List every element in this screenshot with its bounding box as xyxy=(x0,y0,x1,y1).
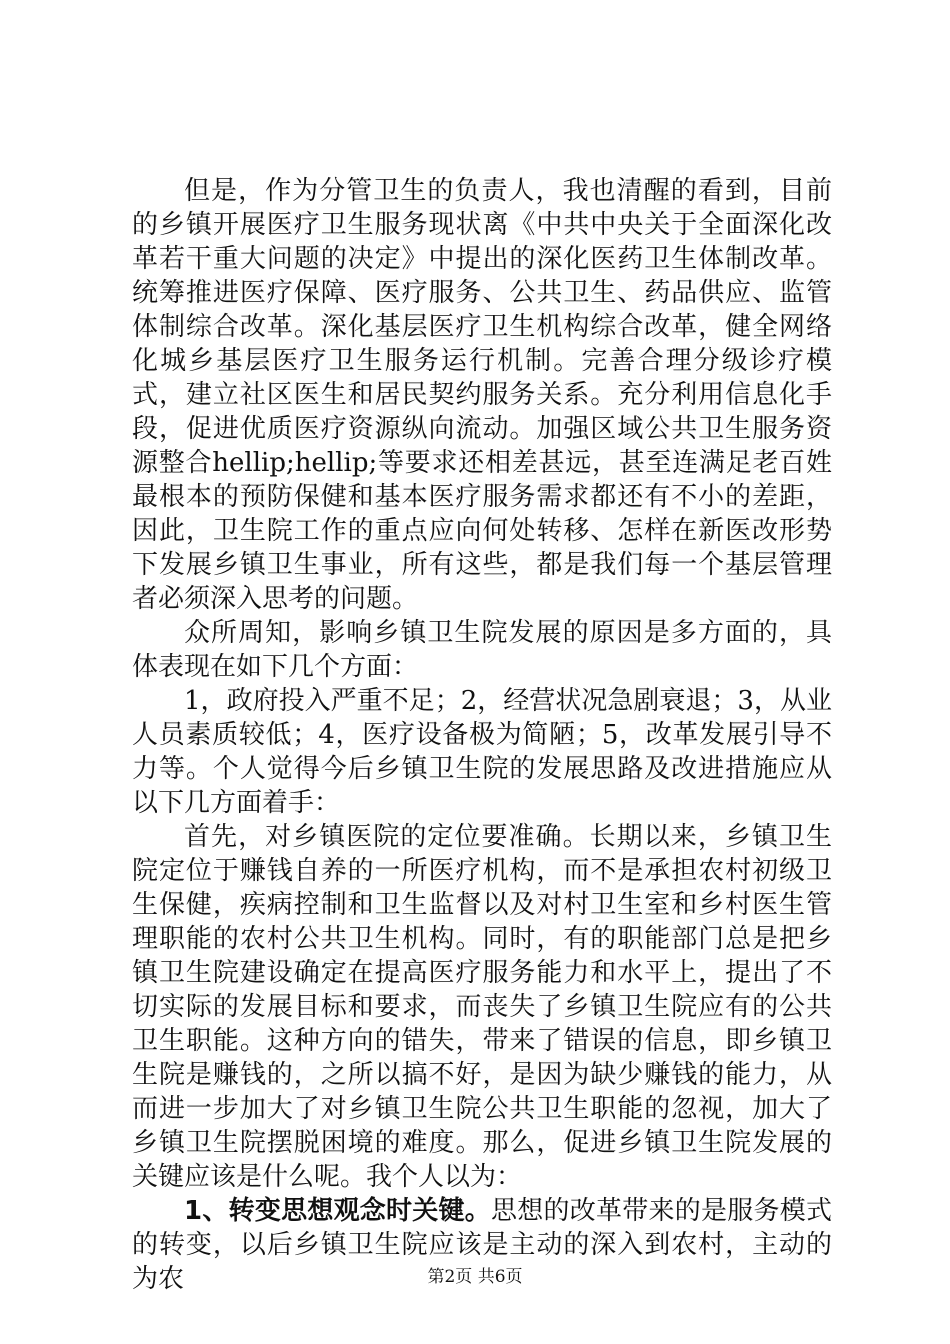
paragraph-text: 众所周知，影响乡镇卫生院发展的原因是多方面的，具体表现在如下几个方面： xyxy=(132,618,832,682)
paragraph-text: 首先，对乡镇医院的定位要准确。长期以来，乡镇卫生院定位于赚钱自养的一所医疗机构，而不是承担农村初级卫生保健，疾病控制和卫生监督以及对村卫生室和乡村医生管理职能的农村公共卫生机构。同时，有的职能部门总是把乡镇卫生院建设确定在提高医疗服务能力和水平上，提出了不切实际的发展目标和要求，而丧失了乡镇卫生院应有的公共卫生职能。这种方向的错失，带来了错误的信息，即乡镇卫生院是赚钱的，之所以搞不好，是因为缺少赚钱的能力，从而进一步加大了对乡镇卫生院公共卫生职能的忽视，加大了乡镇卫生院摆脱困境的难度。那么，促进乡镇卫生院发展的关键应该是什么呢。我个人以为： xyxy=(132,822,832,1192)
paragraph-text: 1，政府投入严重不足；2，经营状况急剧衰退；3，从业人员素质较低；4，医疗设备极为简陋；5，改革发展引导不力等。个人觉得今后乡镇卫生院的发展思路及改进措施应从以下几方面着手： xyxy=(132,686,832,818)
paragraph xyxy=(132,684,832,820)
body-text xyxy=(132,174,832,1296)
paragraph xyxy=(132,616,832,684)
paragraph xyxy=(132,174,832,616)
paragraph-text: 思想的改革带来的是服务模式的转变，以后乡镇卫生院应该是主动的深入到农村，主动的为农 xyxy=(132,1196,832,1294)
paragraph-lead: 1、转变思想观念时关键。 xyxy=(184,1196,492,1226)
page-number-label: 第2页 共6页 xyxy=(427,1267,523,1287)
paragraph xyxy=(132,820,832,1194)
page-footer xyxy=(0,1262,950,1287)
paragraph-text: 但是，作为分管卫生的负责人，我也清醒的看到，目前的乡镇开展医疗卫生服务现状离《中共中央关于全面深化改革若干重大问题的决定》中提出的深化医药卫生体制改革。统筹推进医疗保障、医疗服务、公共卫生、药品供应、监管体制综合改革。深化基层医疗卫生机构综合改革，健全网络化城乡基层医疗卫生服务运行机制。完善合理分级诊疗模式，建立社区医生和居民契约服务关系。充分利用信息化手段，促进优质医疗资源纵向流动。加强区域公共卫生服务资源整合hellip;hellip;等要求还相差甚远，甚至连满足老百姓最根本的预防保健和基本医疗服务需求都还有不小的差距，因此，卫生院工作的重点应向何处转移、怎样在新医改形势下发展乡镇卫生事业，所有这些，都是我们每一个基层管理者必须深入思考的问题。 xyxy=(132,176,832,614)
